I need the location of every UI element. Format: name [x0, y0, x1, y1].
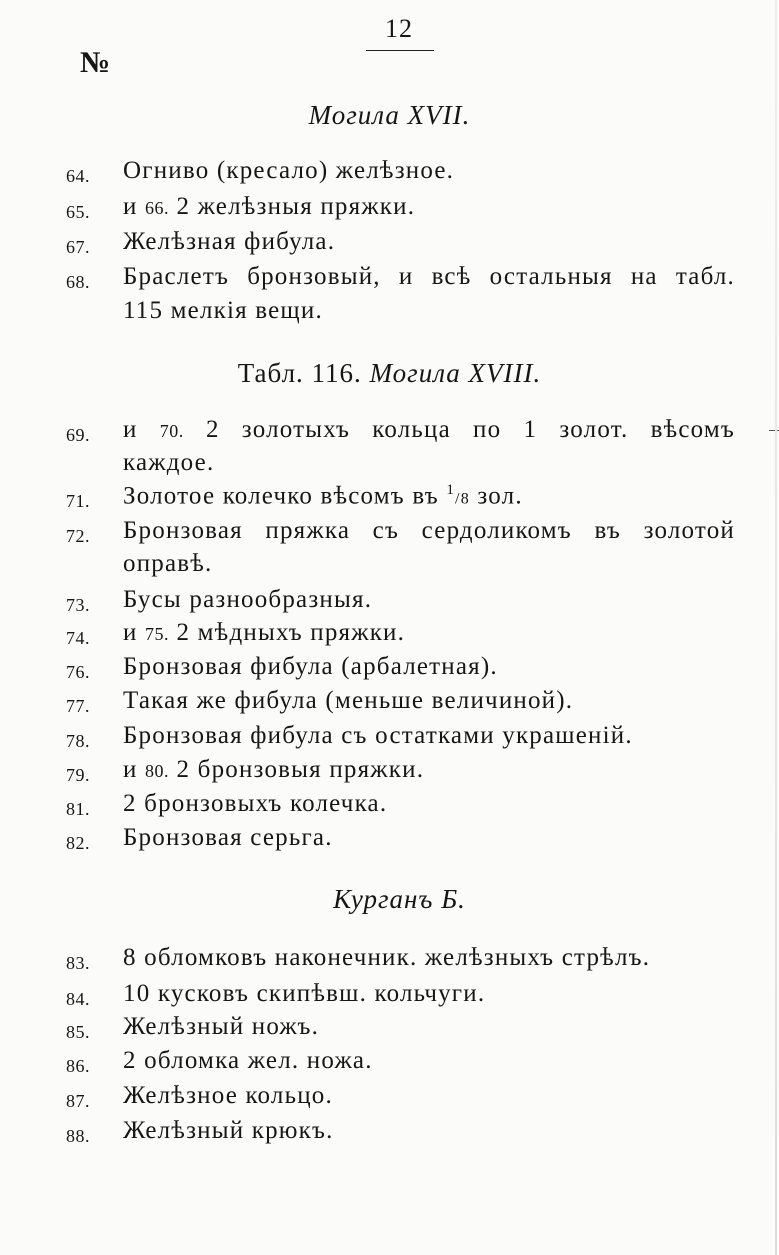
item-number: 79. — [66, 765, 90, 785]
item-number: 77. — [66, 696, 90, 716]
list-item — [0, 1117, 779, 1151]
item-text-continuation: каждое. — [123, 449, 215, 476]
page-number: 12 — [385, 14, 413, 43]
item-text-compound — [123, 193, 415, 221]
item-text: Бронзовая фибула съ остатками украшеній. — [123, 722, 633, 749]
item-text: Желѣзный крюкъ. — [123, 1117, 334, 1144]
list-item — [0, 653, 779, 687]
item-text-compound — [123, 619, 405, 647]
item-conjunction: и — [123, 193, 138, 220]
item-number: 72. — [66, 526, 90, 546]
list-item — [0, 1082, 779, 1116]
section-title: Могила XVII. — [308, 100, 471, 130]
list-item — [0, 482, 779, 516]
page-edge — [775, 0, 777, 1255]
fraction-denominator: /8 — [455, 490, 470, 508]
item-number: 88. — [66, 1126, 90, 1146]
item-number-inline: 70. — [159, 421, 184, 441]
list-item — [0, 722, 779, 756]
list-item — [0, 1047, 779, 1081]
item-number: 74. — [66, 628, 90, 648]
list-item — [0, 1013, 779, 1047]
list-item — [0, 228, 779, 262]
item-text: Золотое колечко вѣсомъ въ — [123, 482, 439, 510]
list-item — [0, 193, 779, 227]
item-text: 10 кусковъ скипѣвш. кольчуги. — [123, 980, 486, 1007]
item-number: 71. — [66, 491, 90, 511]
item-number: 67. — [66, 237, 90, 257]
item-number: 81. — [66, 799, 90, 819]
item-text: Бронзовая фибула (арбалетная). — [123, 653, 498, 680]
item-text: Огниво (кресало) желѣзное. — [123, 157, 455, 184]
list-item-continuation — [0, 297, 779, 331]
list-item — [0, 980, 779, 1014]
list-item-continuation — [0, 449, 779, 483]
section-heading-kurgan: Курганъ Б. — [333, 884, 466, 914]
list-item-continuation — [0, 550, 779, 584]
list-item — [0, 263, 779, 297]
item-number: 82. — [66, 833, 90, 853]
section-table-ref: Табл. 116. — [237, 358, 362, 388]
list-item — [0, 824, 779, 858]
item-number: 86. — [66, 1056, 90, 1076]
item-number-inline: 75. — [145, 624, 170, 644]
number-sign: № — [80, 46, 111, 79]
item-number: 73. — [66, 595, 90, 615]
item-text: 2 золотыхъ кольца по 1 золот. вѣсомъ — [205, 416, 736, 443]
item-number: 85. — [66, 1022, 90, 1042]
list-item — [0, 687, 779, 721]
fraction-numerator: 1 — [446, 482, 456, 498]
item-conjunction: и — [123, 756, 138, 783]
item-number: 68. — [66, 272, 90, 292]
item-number-inline: 66. — [145, 198, 170, 218]
item-text: Бусы разнообразныя. — [123, 586, 373, 613]
list-item — [0, 790, 779, 824]
list-item — [0, 517, 779, 551]
list-item — [0, 944, 779, 978]
item-text-compound — [123, 416, 735, 444]
item-number-inline: 80. — [145, 761, 170, 781]
item-text: 2 обломка жел. ножа. — [123, 1047, 373, 1074]
item-text: 2 мѣдныхъ пряжки. — [176, 619, 406, 646]
page-edge-mark — [769, 430, 779, 431]
item-text-end: зол. — [477, 482, 523, 510]
item-text: 2 желѣзныя пряжки. — [176, 193, 416, 220]
item-text: Бронзовая пряжка съ сердоликомъ въ золотой — [123, 517, 735, 544]
section-heading-grave-17 — [0, 100, 779, 131]
item-text: Браслетъ бронзовый, и всѣ остальныя на табл. — [123, 263, 735, 290]
item-conjunction: и — [123, 619, 138, 646]
item-number: 65. — [66, 202, 90, 222]
item-text-compound — [123, 482, 523, 510]
item-text-compound — [123, 756, 424, 784]
item-text-continuation: 115 мелкія вещи. — [123, 297, 323, 324]
item-conjunction: и — [123, 416, 138, 443]
item-text: Желѣзное кольцо. — [123, 1082, 333, 1109]
list-item — [0, 619, 779, 653]
item-text: Желѣзная фибула. — [123, 228, 336, 255]
section-heading-grave-18 — [0, 358, 779, 389]
item-text: Бронзовая серьга. — [123, 824, 333, 851]
item-number: 64. — [66, 166, 90, 186]
section-title: Могила XVIII. — [369, 358, 542, 388]
item-number: 84. — [66, 989, 90, 1009]
item-text: Желѣзный ножъ. — [123, 1013, 320, 1040]
list-item — [0, 756, 779, 790]
page-number-rule — [366, 50, 434, 51]
item-number: 83. — [66, 953, 90, 973]
list-item — [0, 586, 779, 620]
item-text-continuation: оправѣ. — [123, 550, 213, 577]
item-text: 2 бронзовыя пряжки. — [176, 756, 425, 783]
list-item — [0, 157, 779, 191]
item-number: 76. — [66, 662, 90, 682]
item-text: 8 обломковъ наконечник. желѣзныхъ стрѣлъ. — [123, 944, 651, 971]
item-number: 69. — [66, 425, 90, 445]
item-text: 2 бронзовыхъ колечка. — [123, 790, 388, 817]
item-text: Такая же фибула (меньше величиной). — [123, 687, 574, 714]
item-number: 87. — [66, 1091, 90, 1111]
list-item — [0, 416, 779, 450]
item-number: 78. — [66, 731, 90, 751]
